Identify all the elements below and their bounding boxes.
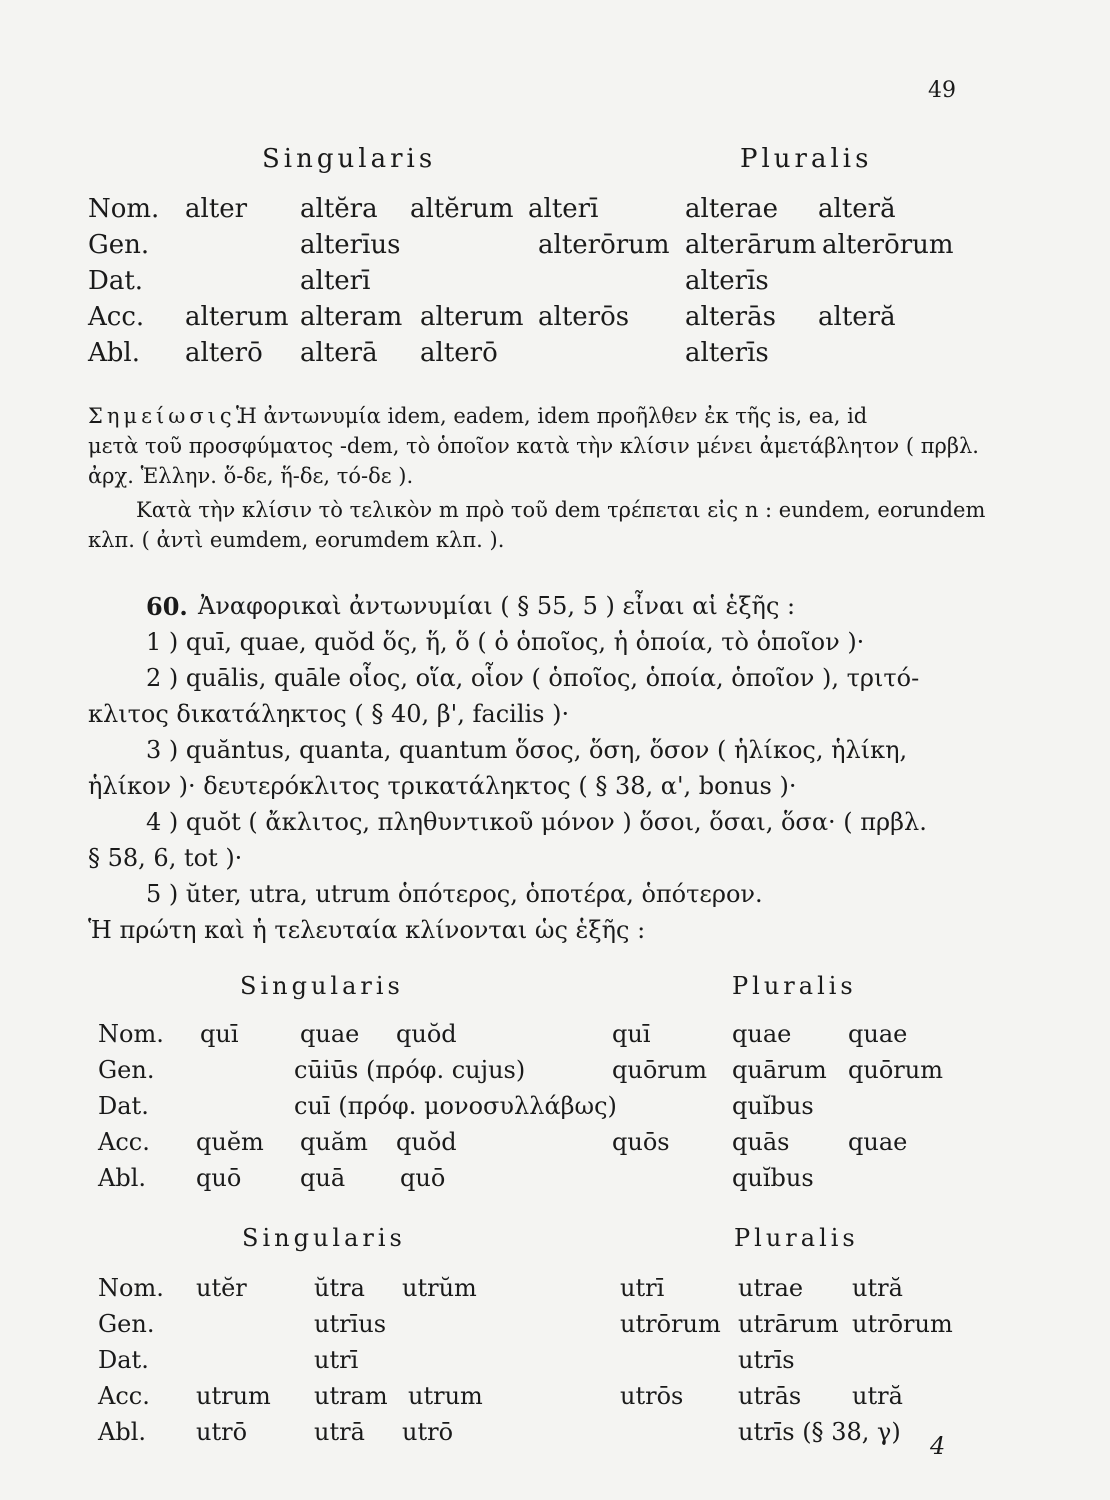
table-cell: altĕra <box>300 194 378 224</box>
table-cell: utrōrum <box>620 1310 721 1338</box>
table-cell: quae <box>848 1020 908 1048</box>
table-cell: utrō <box>402 1418 454 1446</box>
table-cell: utrīs (§ 38, γ) <box>738 1418 901 1446</box>
table-cell: quō <box>196 1164 242 1192</box>
table-cell: utrīs <box>738 1346 795 1374</box>
table-cell: quōs <box>612 1128 670 1156</box>
table-cell: quŏd <box>396 1020 457 1048</box>
table-cell: alterās <box>685 302 776 332</box>
case-label: Dat. <box>98 1346 149 1374</box>
table-cell: utrō <box>196 1418 248 1446</box>
table-cell: alterae <box>685 194 778 224</box>
table-cell: utrae <box>738 1274 804 1302</box>
table-cell: alterō <box>420 338 498 368</box>
table-cell: utră <box>852 1382 903 1410</box>
list-item-continuation: κλιτος δικατάληκτος ( § 40, β', facilis )· <box>88 700 570 728</box>
case-label: Abl. <box>98 1418 146 1446</box>
case-label: Nom. <box>98 1274 164 1302</box>
table-cell: quī <box>200 1020 239 1048</box>
table-cell: alterīus <box>300 230 401 260</box>
table-cell: alterōrum <box>822 230 954 260</box>
qui-pluralis-heading: Pluralis <box>732 972 857 1000</box>
table-cell: cūiūs (πρόφ. cujus) <box>294 1056 526 1084</box>
case-label: Acc. <box>88 302 145 332</box>
section-number: 60. <box>146 592 188 621</box>
case-label: Abl. <box>98 1164 146 1192</box>
table-cell: quae <box>732 1020 792 1048</box>
uter-singularis-heading: Singularis <box>242 1224 406 1252</box>
table-cell: alterōrum <box>538 230 670 260</box>
list-item: 3 ) quăntus, quanta, quantum ὅσος, ὅση, ὅσον ( ἡλίκος, ἡλίκη, <box>146 736 908 764</box>
signature-mark: 4 <box>930 1432 946 1460</box>
list-item-continuation: § 58, 6, tot )· <box>88 844 243 872</box>
case-label: Dat. <box>88 266 144 296</box>
list-item-continuation: ἡλίκον )· δευτερόκλιτος τρικατάληκτος ( § 38, α', bonus )· <box>88 772 797 800</box>
case-label: Abl. <box>88 338 140 368</box>
case-label: Gen. <box>98 1056 155 1084</box>
table-cell: quās <box>732 1128 790 1156</box>
alter-pluralis-heading: Pluralis <box>740 144 873 174</box>
table-cell: quae <box>848 1128 908 1156</box>
table-cell: utrārum <box>738 1310 839 1338</box>
table-cell: alterum <box>185 302 289 332</box>
case-label: Nom. <box>98 1020 164 1048</box>
note-line: Κατὰ τὴν κλίσιν τὸ τελικὸν m πρὸ τοῦ dem τρέπεται εἰς n : eundem, eorundem <box>136 498 986 522</box>
table-cell: utrīus <box>314 1310 387 1338</box>
table-cell: quĭbus <box>732 1164 814 1192</box>
table-cell: alterī <box>300 266 371 296</box>
table-cell: alterum <box>420 302 524 332</box>
table-cell: alteram <box>300 302 403 332</box>
page-number: 49 <box>928 78 956 103</box>
table-cell: alterī <box>528 194 599 224</box>
table-cell: utrŭm <box>402 1274 477 1302</box>
list-item: 2 ) quālis, quāle οἷος, οἵα, οἷον ( ὁποῖος, ὁποία, ὁποῖον ), τριτό- <box>146 664 920 692</box>
table-cell: utrōs <box>620 1382 684 1410</box>
table-cell: quĕm <box>196 1128 264 1156</box>
list-item: 1 ) quī, quae, quŏd ὅς, ἥ, ὅ ( ὁ ὁποῖος, ἡ ὁποία, τὸ ὁποῖον )· <box>146 628 865 656</box>
table-cell: utrōrum <box>852 1310 953 1338</box>
case-label: Dat. <box>98 1092 149 1120</box>
case-label: Gen. <box>88 230 150 260</box>
table-cell: ŭtra <box>314 1274 365 1302</box>
table-cell: alterīs <box>685 266 769 296</box>
table-cell: alterō <box>185 338 263 368</box>
table-cell: quō <box>400 1164 446 1192</box>
qui-singularis-heading: Singularis <box>240 972 404 1000</box>
table-cell: alter <box>185 194 248 224</box>
table-cell: quōrum <box>612 1056 707 1084</box>
table-cell: cuī (πρόφ. μονοσυλλάβως) <box>294 1092 617 1120</box>
table-cell: utră <box>852 1274 903 1302</box>
note-line: μετὰ τοῦ προσφύματος -dem, τὸ ὁποῖον κατὰ τὴν κλίσιν μένει ἀμετάβλητον ( πρβλ. <box>88 434 979 458</box>
alter-singularis-heading: Singularis <box>262 144 437 174</box>
note-line: κλπ. ( ἀντὶ eumdem, eorumdem κλπ. ). <box>88 528 505 552</box>
case-label: Acc. <box>98 1382 150 1410</box>
table-cell: alteră <box>818 302 896 332</box>
note-line: ἀρχ. Ἑλλην. ὅ-δε, ἥ-δε, τό-δε ). <box>88 464 414 488</box>
table-cell: utĕr <box>196 1274 247 1302</box>
table-cell: utram <box>314 1382 388 1410</box>
table-cell: utrā <box>314 1418 365 1446</box>
note-line: Ἡ ἀντωνυμία idem, eadem, idem προῆλθεν ἐκ τῆς is, ea, id <box>236 404 868 428</box>
case-label: Acc. <box>98 1128 150 1156</box>
table-cell: utrī <box>620 1274 665 1302</box>
table-cell: quā <box>300 1164 346 1192</box>
uter-pluralis-heading: Pluralis <box>734 1224 859 1252</box>
table-cell: quăm <box>300 1128 368 1156</box>
table-cell: quārum <box>732 1056 827 1084</box>
table-cell: quŏd <box>396 1128 457 1156</box>
case-label: Gen. <box>98 1310 155 1338</box>
table-cell: alterīs <box>685 338 769 368</box>
table-cell: utrum <box>408 1382 483 1410</box>
list-item: 4 ) quŏt ( ἄκλιτος, πληθυντικοῦ μόνον ) ὅσοι, ὅσαι, ὅσα· ( πρβλ. <box>146 808 927 836</box>
note-label: Σημείωσις. <box>88 404 247 428</box>
table-cell: alterōs <box>538 302 630 332</box>
table-cell: alteră <box>818 194 896 224</box>
table-cell: alterārum <box>685 230 817 260</box>
case-label: Nom. <box>88 194 160 224</box>
table-cell: quōrum <box>848 1056 943 1084</box>
table-cell: quĭbus <box>732 1092 814 1120</box>
table-cell: quī <box>612 1020 651 1048</box>
section-heading: Ἀναφορικαὶ ἀντωνυμίαι ( § 55, 5 ) εἶναι αἱ ἑξῆς : <box>198 592 796 620</box>
table-cell: utrī <box>314 1346 359 1374</box>
table-cell: alterā <box>300 338 378 368</box>
table-cell: utrum <box>196 1382 271 1410</box>
table-cell: altĕrum <box>410 194 514 224</box>
closing-line: Ἡ πρώτη καὶ ἡ τελευταία κλίνονται ὡς ἑξῆς : <box>88 916 646 944</box>
table-cell: utrās <box>738 1382 802 1410</box>
table-cell: quae <box>300 1020 360 1048</box>
list-item: 5 ) ŭter, utra, utrum ὁπότερος, ὁποτέρα, ὁπότερον. <box>146 880 763 908</box>
